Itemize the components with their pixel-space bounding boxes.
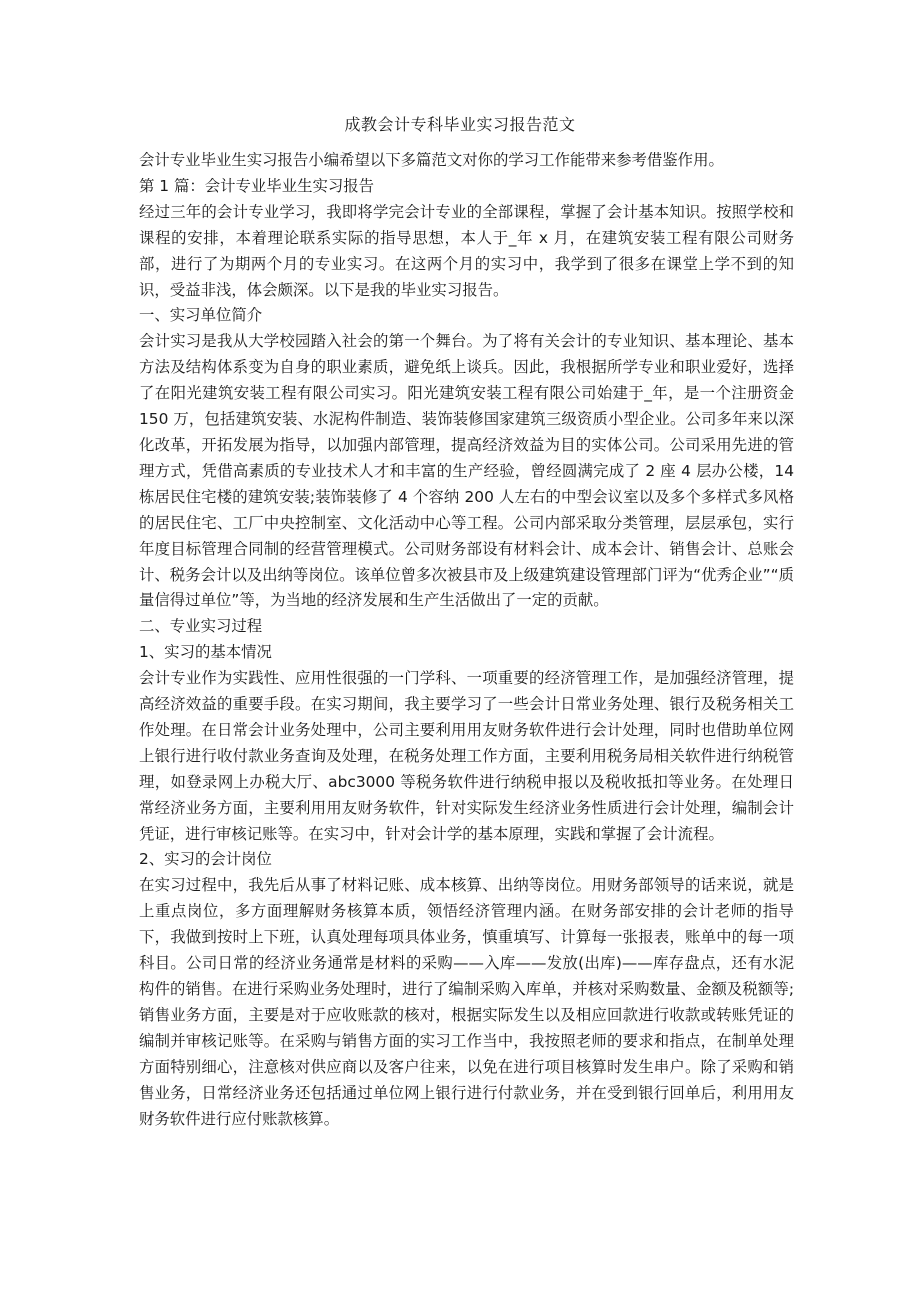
- body-paragraph: 经过三年的会计专业学习，我即将学完会计专业的全部课程，掌握了会计基本知识。按照学校和课程的安排，本着理论联系实际的指导思想，本人于_年 x 月，在建筑安装工程有限公司财务部，进行了为期两个月的专业实习。在这两个月的实习中，我学到了很多在课堂上学不到的知识，受益非浅，体会颇深。以下是我的毕业实习报告。: [139, 202, 794, 299]
- section-heading: 二、专业实习过程: [139, 617, 263, 636]
- document-title: 成教会计专科毕业实习报告范文: [344, 115, 576, 134]
- body-paragraph: 会计实习是我从大学校园踏入社会的第一个舞台。为了将有关会计的专业知识、基本理论、基本方法及结构体系变为自身的职业素质，避免纸上谈兵。因此，我根据所学专业和职业爱好，选择了在阳光建筑安装工程有限公司实习。阳光建筑安装工程有限公司始建于_年，是一个注册资金 150 万，包括建筑安装、水泥构件制造、装饰装修国家建筑三级资质小型企业。公司多年来以深化改革，开拓发展为指导，以加强内部管理，提高经济效益为目的实体公司。公司采用先进的管理方式，凭借高素质的专业技术人才和丰富的生产经验，曾经圆满完成了 2 座 4 层办公楼，14 栋居民住宅楼的建筑安装;装饰装修了 4 个容纳 200 人左右的中型会议室以及多个多样式多风格的居民住宅、工厂中央控制室、文化活动中心等工程。公司内部采取分类管理，层层承包，实行年度目标管理合同制的经营管理模式。公司财务部设有材料会计、成本会计、销售会计、总账会计、税务会计以及出纳等岗位。该单位曾多次被县市及上级建筑建设管理部门评为“优秀企业”“质量信得过单位”等，为当地的经济发展和生产生活做出了一定的贡献。: [139, 332, 794, 610]
- subsection-heading: 1、实习的基本情况: [139, 643, 272, 662]
- document-body: [139, 148, 794, 1132]
- section-heading: 一、实习单位简介: [139, 306, 263, 325]
- section-heading: 第 1 篇：会计专业毕业生实习报告: [139, 176, 375, 195]
- body-paragraph: 会计专业作为实践性、应用性很强的一门学科、一项重要的经济管理工作，是加强经济管理，提高经济效益的重要手段。在实习期间，我主要学习了一些会计日常业务处理、银行及税务相关工作处理。在日常会计业务处理中，公司主要利用用友财务软件进行会计处理，同时也借助单位网上银行进行收付款业务查询及处理，在税务处理工作方面，主要利用税务局相关软件进行纳税管理，如登录网上办税大厅、abc3000 等税务软件进行纳税申报以及税收抵扣等业务。在处理日常经济业务方面，主要利用用友财务软件，针对实际发生经济业务性质进行会计处理，编制会计凭证，进行审核记账等。在实习中，针对会计学的基本原理，实践和掌握了会计流程。: [139, 669, 794, 843]
- intro-paragraph: 会计专业毕业生实习报告小编希望以下多篇范文对你的学习工作能带来参考借鉴作用。: [139, 151, 724, 169]
- body-paragraph: 在实习过程中，我先后从事了材料记账、成本核算、出纳等岗位。用财务部领导的话来说，就是上重点岗位，多方面理解财务核算本质，领悟经济管理内涵。在财务部安排的会计老师的指导下，我做到按时上下班，认真处理每项具体业务，慎重填写、计算每一张报表，账单中的每一项科目。公司日常的经济业务通常是材料的采购——入库——发放(出库)——库存盘点，还有水泥构件的销售。在进行采购业务处理时，进行了编制采购入库单，并核对采购数量、金额及税额等;销售业务方面，主要是对于应收账款的核对，根据实际发生以及相应回款进行收款或转账凭证的编制并审核记账等。在采购与销售方面的实习工作当中，我按照老师的要求和指点，在制单处理方面特别细心，注意核对供应商以及客户往来，以免在进行项目核算时发生串户。除了采购和销售业务，日常经济业务还包括通过单位网上银行进行付款业务，并在受到银行回单后，利用用友财务软件进行应付账款核算。: [139, 876, 794, 1128]
- subsection-heading: 2、实习的会计岗位: [139, 850, 272, 869]
